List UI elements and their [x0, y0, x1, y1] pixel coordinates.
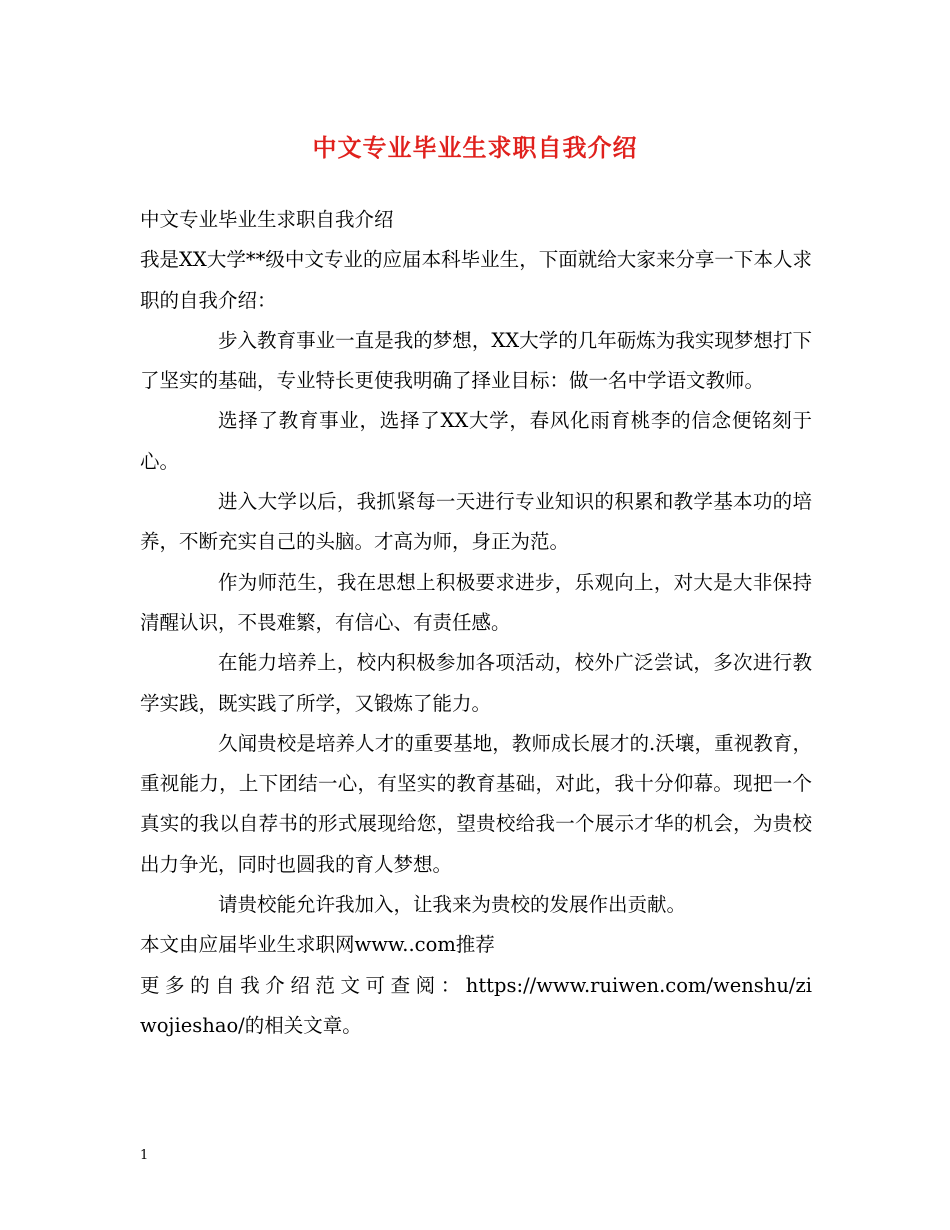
more-reading-prefix: 更多的自我介绍范文可查阅：	[140, 973, 466, 997]
source-note-paragraph: 本文由应届毕业生求职网www..com推荐	[140, 933, 495, 957]
more-reading-link[interactable]: https://www.ruiwen.com/wenshu/ziwojieshao/	[140, 973, 812, 1037]
body-paragraph: 久闻贵校是培养人才的重要基地，教师成长展才的.沃壤，重视教育，重视能力，上下团结一心，有坚实的教育基础，对此，我十分仰幕。现把一个真实的我以自荐书的形式展现给您，望贵校给我一个展示才华的机会，为贵校出力争光，同时也圆我的育人梦想。	[140, 731, 812, 876]
body-paragraph: 作为师范生，我在思想上积极要求进步，乐观向上，对大是大非保持清醒认识，不畏难繁，有信心、有责任感。	[140, 570, 812, 634]
body-paragraph: 请贵校能允许我加入，让我来为贵校的发展作出贡献。	[218, 893, 687, 917]
body-paragraph: 步入教育事业一直是我的梦想，XX大学的几年砺炼为我实现梦想打下了坚实的基础，专业特长更使我明确了择业目标：做一名中学语文教师。	[140, 328, 812, 393]
document-title: 中文专业毕业生求职自我介绍	[312, 133, 638, 162]
subtitle-paragraph: 中文专业毕业生求职自我介绍	[140, 208, 394, 231]
body-paragraph: 在能力培养上，校内积极参加各项活动，校外广泛尝试，多次进行教学实践，既实践了所学，又锻炼了能力。	[140, 651, 812, 715]
body-paragraph: 进入大学以后，我抓紧每一天进行专业知识的积累和教学基本功的培养，不断充实自己的头脑。才高为师，身正为范。	[140, 490, 812, 554]
page-number: 1	[140, 1148, 149, 1163]
body-paragraph: 选择了教育事业，选择了XX大学，春风化雨育桃李的信念便铭刻于心。	[140, 409, 812, 473]
document-body	[140, 200, 812, 1046]
more-reading-suffix: 的相关文章。	[244, 1013, 362, 1037]
more-reading-paragraph	[140, 966, 812, 1047]
intro-paragraph: 我是XX大学**级中文专业的应届本科毕业生，下面就给大家来分享一下本人求职的自我介绍：	[140, 248, 812, 312]
